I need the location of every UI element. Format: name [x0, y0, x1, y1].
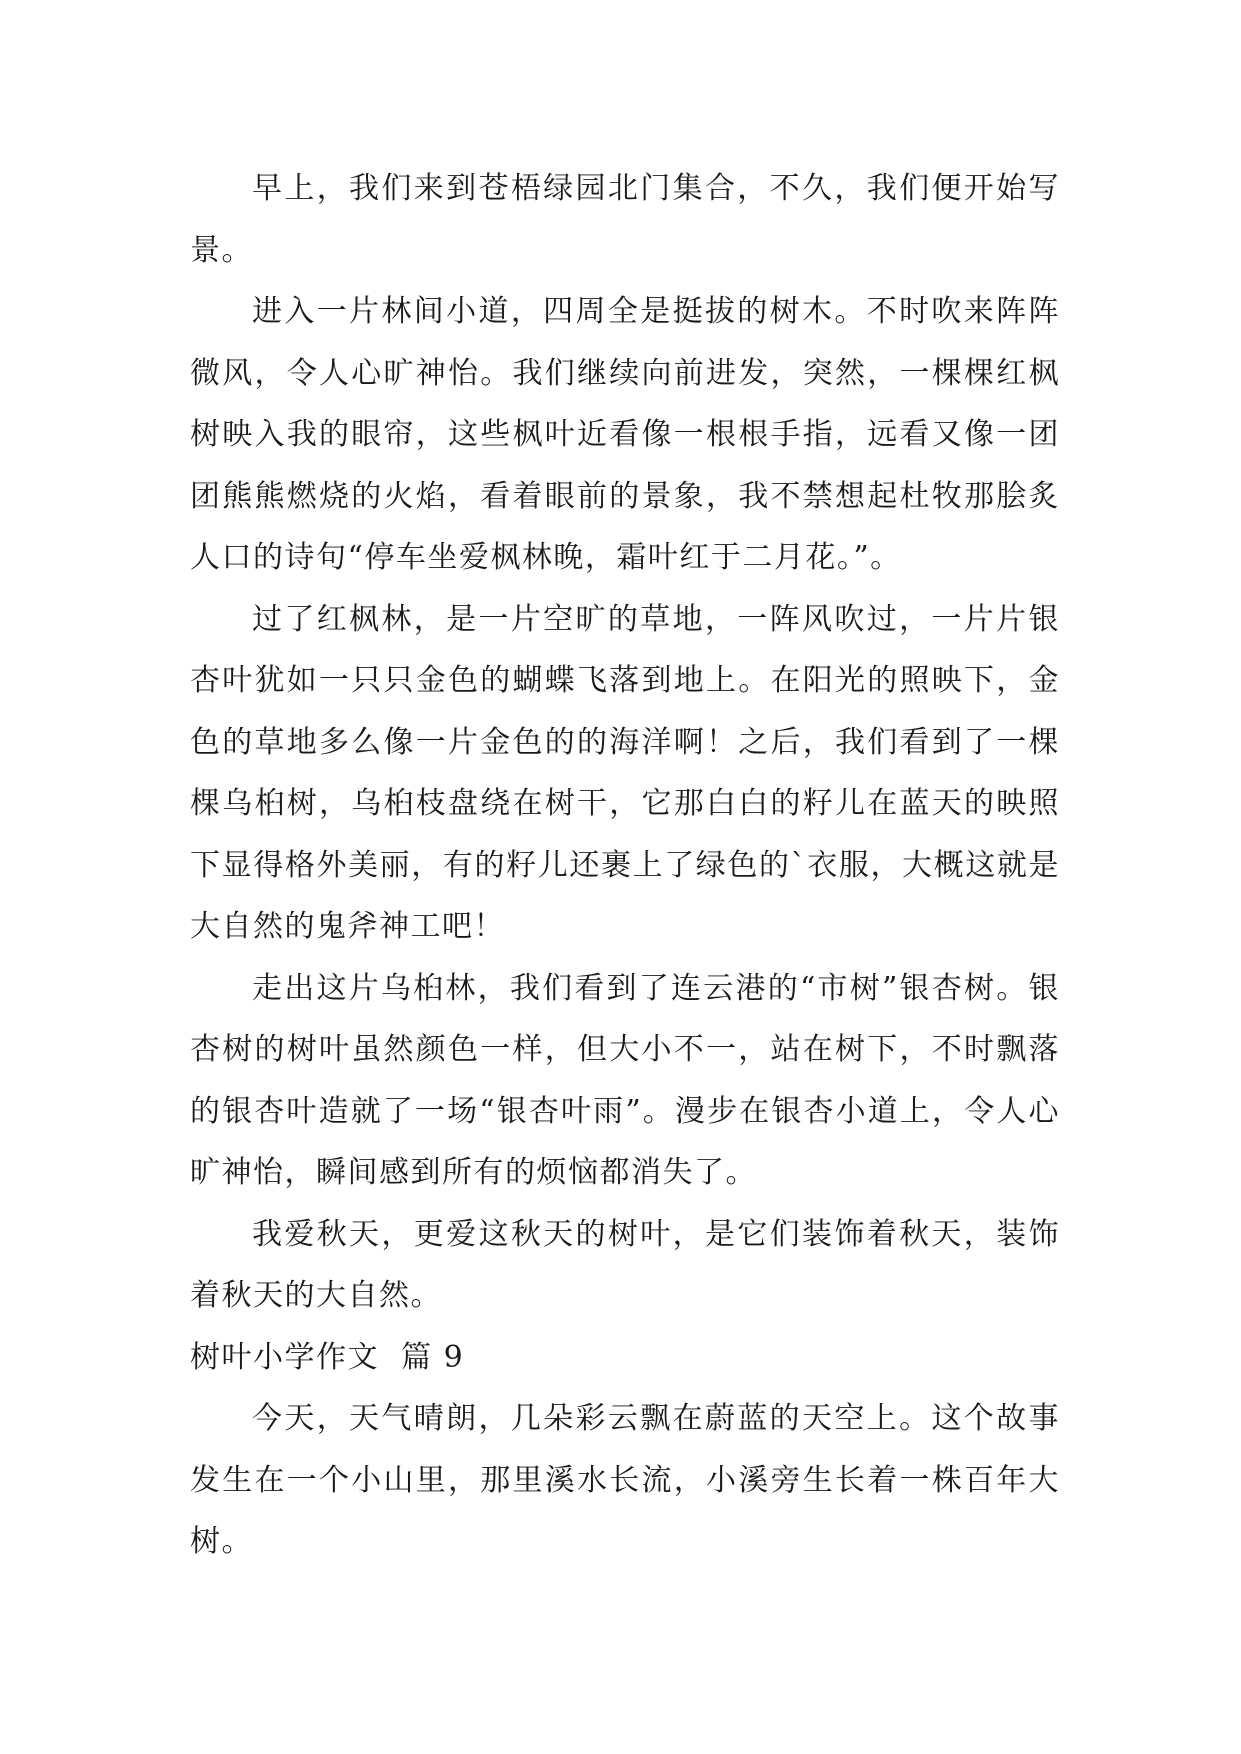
paragraph-story-start: 今天，天气晴朗，几朵彩云飘在蔚蓝的天空上。这个故事发生在一个小山里，那里溪水长流，小溪旁生长着一株百年大树。	[190, 1401, 1060, 1559]
section-heading: 树叶小学作文 篇 9	[190, 1339, 465, 1375]
document-body	[190, 158, 1060, 1573]
paragraph-maple-forest: 进入一片林间小道，四周全是挺拔的树木。不时吹来阵阵微风，令人心旷神怡。我们继续向前进发，突然，一棵棵红枫树映入我的眼帘，这些枫叶近看像一根根手指，远看又像一团团熊熊燃烧的火焰，看着眼前的景象，我不禁想起杜牧那脍炙人口的诗句“停车坐爱枫林晚，霜叶红于二月花。”。	[190, 294, 1060, 575]
paragraph-gathering: 早上，我们来到苍梧绿园北门集合，不久，我们便开始写景。	[190, 171, 1060, 268]
paragraph-grassland: 过了红枫林，是一片空旷的草地，一阵风吹过，一片片银杏叶犹如一只只金色的蝴蝶飞落到地上。在阳光的照映下，金色的草地多么像一片金色的的海洋啊！之后，我们看到了一棵棵乌桕树，乌桕枝盘绕在树干，它那白白的籽儿在蓝天的映照下显得格外美丽，有的籽儿还裹上了绿色的`衣服，大概这就是大自然的鬼斧神工吧！	[190, 601, 1060, 944]
paragraph-ginkgo: 走出这片乌桕林，我们看到了连云港的“市树”银杏树。银杏树的树叶虽然颜色一样，但大小不一，站在树下，不时飘落的银杏叶造就了一场“银杏叶雨”。漫步在银杏小道上，令人心旷神怡，瞬间感到所有的烦恼都消失了。	[190, 970, 1060, 1190]
paragraph-conclusion: 我爱秋天，更爱这秋天的树叶，是它们装饰着秋天，装饰着秋天的大自然。	[190, 1216, 1060, 1313]
